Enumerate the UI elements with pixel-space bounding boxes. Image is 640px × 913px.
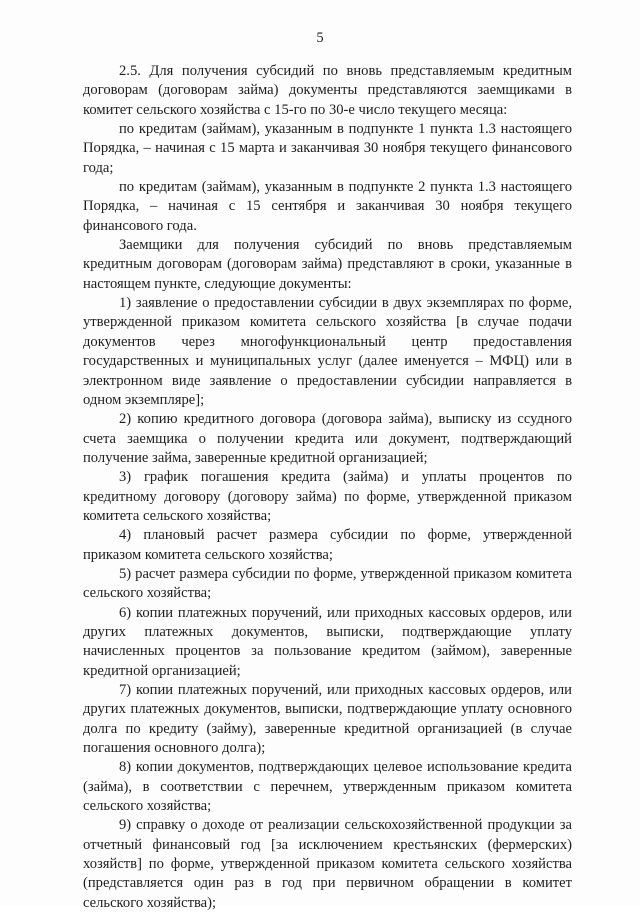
document-body — [83, 62, 572, 913]
list-item-5: 5) расчет размера субсидии по форме, утвержденной приказом комитета сельского хозяйства; — [83, 565, 572, 602]
list-item-6: 6) копии платежных поручений, или приходных кассовых ордеров, или других платежных документов, выписки, подтверждающие уплату начисленных процентов за пользование кредитом (займом), заверенные кредитной организацией; — [83, 604, 572, 679]
list-item-9: 9) справку о доходе от реализации сельскохозяйственной продукции за отчетный финансовый год [за исключением крестьянских (фермерских) хозяйств] по форме, утвержденной приказом комитета сельского хозяйства (представляется один раз в год при первичном обращении в комитет сельского хозяйства); — [83, 817, 572, 911]
paragraph-loans-subitem-1: по кредитам (займам), указанным в подпункте 1 пункта 1.3 настоящего Порядка, – начиная с 15 марта и заканчивая 30 ноября текущего финансового года; — [83, 121, 572, 176]
list-item-4: 4) плановый расчет размера субсидии по форме, утвержденной приказом комитета сельского хозяйства; — [83, 527, 572, 563]
list-item-7: 7) копии платежных поручений, или приходных кассовых ордеров, или других платежных документов, выписки, подтверждающие уплату основного долга по кредиту (займу), заверенные кредитной организацией (в случае погашения основного долга); — [83, 682, 572, 757]
paragraph-2-5-intro: 2.5. Для получения субсидий по вновь представляемым кредитным договорам (договорам займа) документы представляются заемщиками в комитет сельского хозяйства с 15-го по 30-е число текущего месяца: — [83, 63, 572, 118]
list-item-2: 2) копию кредитного договора (договора займа), выписку из ссудного счета заемщика о получении кредита или документ, подтверждающий получение займа, заверенные кредитной организацией; — [83, 411, 572, 466]
paragraph-borrowers-documents: Заемщики для получения субсидий по вновь представляемым кредитным договорам (договорам займа) представляют в сроки, указанные в настоящем пункте, следующие документы: — [83, 237, 572, 292]
list-item-3: 3) график погашения кредита (займа) и уплаты процентов по кредитному договору (договору займа) по форме, утвержденной приказом комитета сельского хозяйства; — [83, 469, 572, 524]
list-item-1: 1) заявление о предоставлении субсидии в двух экземплярах по форме, утвержденной приказом комитета сельского хозяйства [в случае подачи документов через многофункциональный центр предоставления государственных и муниципальных услуг (далее именуется – МФЦ) или в электронном виде заявление о предоставлении субсидии направляется в одном экземпляре]; — [83, 295, 572, 408]
list-item-8: 8) копии документов, подтверждающих целевое использование кредита (займа), в соответствии с перечнем, утвержденным приказом комитета сельского хозяйства; — [83, 759, 572, 815]
paragraph-loans-subitem-2: по кредитам (займам), указанным в подпункте 2 пункта 1.3 настоящего Порядка, – начиная с 15 сентября и заканчивая 30 ноября текущего финансового года. — [83, 179, 572, 234]
page-number: 5 — [316, 30, 324, 46]
